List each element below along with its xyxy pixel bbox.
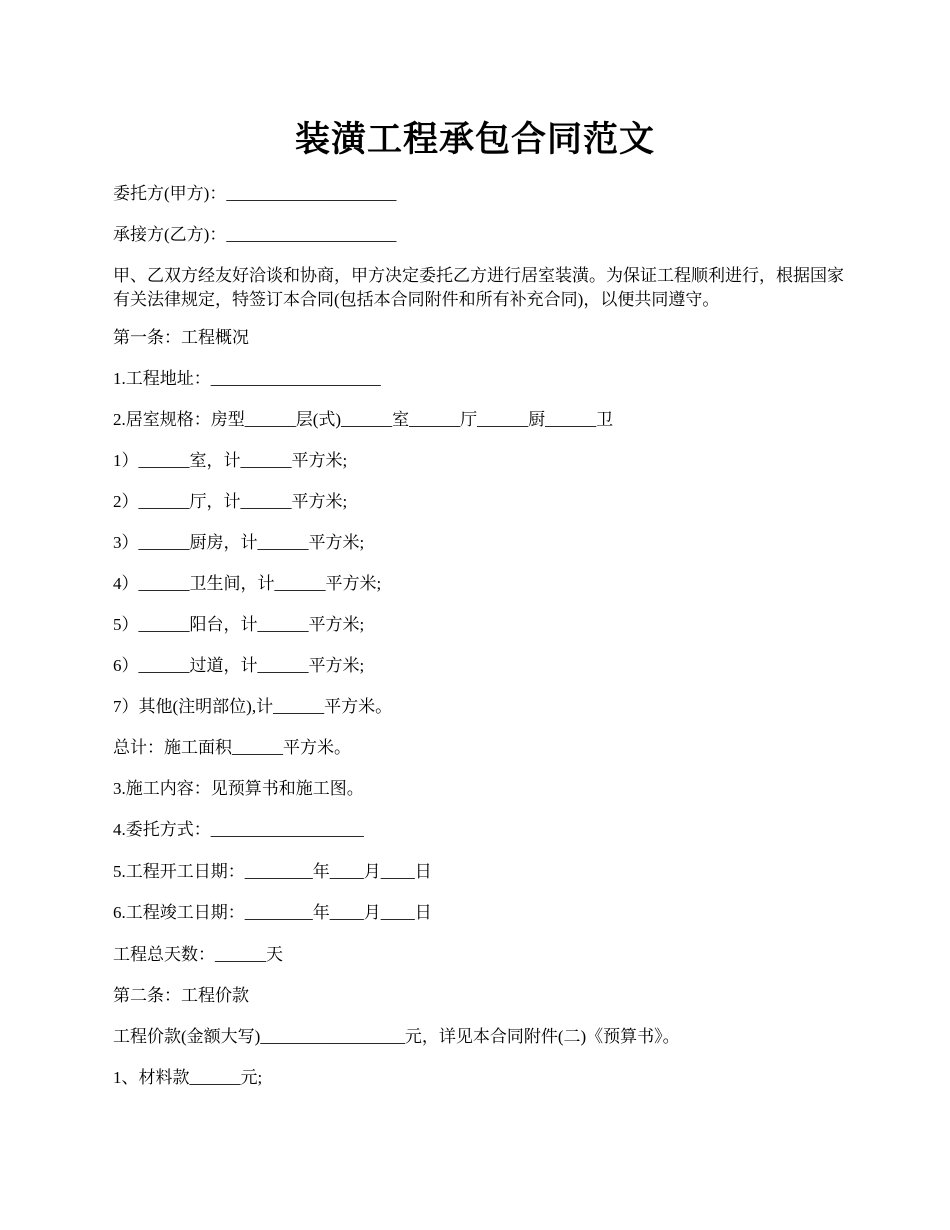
room-item-4: 4）______卫生间，计______平方米; [113, 574, 382, 593]
document-title: 装潢工程承包合同范文 [294, 120, 655, 159]
section-1-heading: 第一条：工程概况 [113, 328, 249, 347]
section-2-heading: 第二条：工程价款 [113, 986, 249, 1005]
room-item-1: 1）______室，计______平方米; [113, 451, 348, 470]
intro-paragraph: 甲、乙双方经友好洽谈和协商，甲方决定委托乙方进行居室装潢。为保证工程顺利进行，根据国家有关法律规定，特签订本合同(包括本合同附件和所有补充合同)，以便共同遵守。 [113, 266, 844, 309]
room-item-3: 3）______厨房，计______平方米; [113, 533, 365, 552]
total-area-line: 总计：施工面积______平方米。 [113, 738, 351, 757]
room-spec-line: 2.居室规格：房型______层(式)______室______厅______厨______卫 [113, 410, 614, 429]
room-item-7: 7）其他(注明部位),计______平方米。 [113, 697, 393, 716]
room-item-6: 6）______过道，计______平方米; [113, 656, 365, 675]
room-item-2: 2）______厅，计______平方米; [113, 492, 348, 511]
project-address-line: 1.工程地址：____________________ [113, 369, 381, 388]
material-fee-line: 1、材料款______元; [113, 1068, 263, 1087]
party-b-line: 承接方(乙方)：____________________ [113, 225, 397, 244]
construction-content-line: 3.施工内容：见预算书和施工图。 [113, 779, 364, 798]
party-a-line: 委托方(甲方)：____________________ [113, 184, 397, 203]
start-date-line: 5.工程开工日期：________年____月____日 [113, 862, 432, 881]
total-days-line: 工程总天数：______天 [113, 945, 283, 964]
completion-date-line: 6.工程竣工日期：________年____月____日 [113, 903, 432, 922]
project-price-line: 工程价款(金额大写)_________________元，详见本合同附件(二)《预算书》。 [113, 1027, 680, 1046]
room-item-5: 5）______阳台，计______平方米; [113, 615, 365, 634]
commission-method-line: 4.委托方式：__________________ [113, 820, 364, 839]
